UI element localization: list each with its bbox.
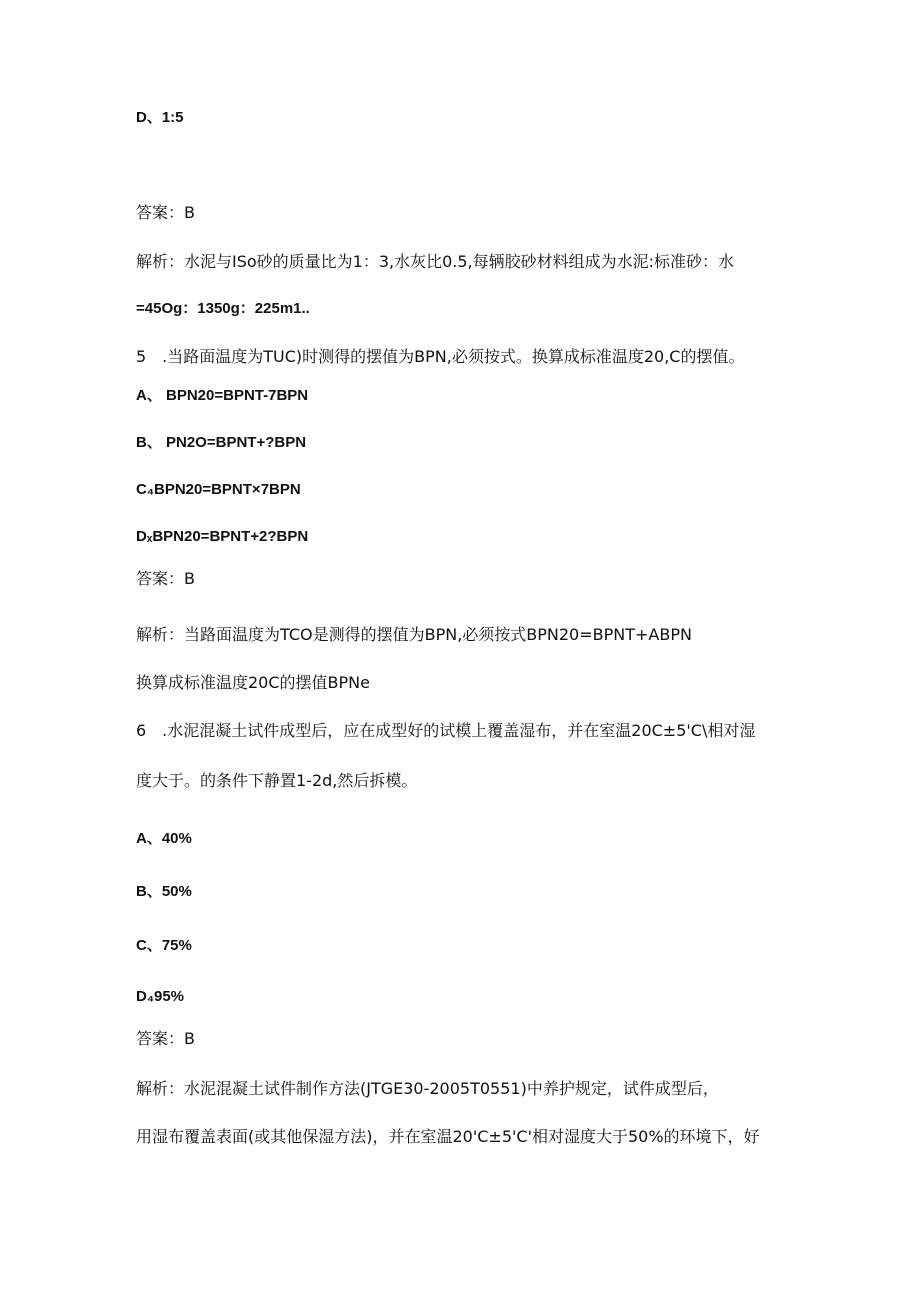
answer-line: 答案：B: [136, 569, 195, 588]
option-d-line: DₓBPN20=BPNT+2?BPN: [136, 528, 309, 545]
option-a-line: A、 BPN20=BPNT-7BPN: [136, 387, 309, 404]
question-6-continuation-line: 度大于。的条件下静置1-2d,然后拆模。: [136, 771, 418, 790]
explanation-continuation-line: =45Og：1350g：225m1..: [136, 300, 310, 317]
explanation-continuation-line: 用湿布覆盖表面(或其他保湿方法)，并在室温20'C±5'C'相对湿度大于50%的环境下，好: [136, 1127, 760, 1146]
explanation-line: 解析：水泥与ISo砂的质量比为1：3,水灰比0.5,每辆胶砂材料组成为水泥:标准砂：水: [136, 252, 735, 271]
option-c-line: C₄BPN20=BPNT×7BPN: [136, 481, 301, 498]
option-b-line: B、50%: [136, 883, 192, 900]
explanation-line: 解析：水泥混凝土试件制作方法(JTGE30-2005T0551)中养护规定，试件成型后，: [136, 1079, 719, 1098]
option-a-line: A、40%: [136, 830, 192, 847]
question-6-line: 6 .水泥混凝土试件成型后，应在成型好的试模上覆盖湿布，并在室温20C±5'C\相对湿: [136, 721, 756, 740]
answer-line: 答案：B: [136, 1029, 195, 1048]
option-d-line: D、1:5: [136, 109, 184, 126]
answer-line: 答案：B: [136, 203, 195, 222]
option-c-line: C、75%: [136, 937, 192, 954]
option-d-line: D₄95%: [136, 988, 185, 1005]
explanation-continuation-line: 换算成标准温度20C的摆值BPNe: [136, 673, 370, 692]
explanation-line: 解析：当路面温度为TCO是测得的摆值为BPN,必须按式BPN20=BPNT+ABPN: [136, 625, 692, 644]
question-5-line: 5 .当路面温度为TUC)时测得的摆值为BPN,必须按式。换算成标准温度20,C的摆值。: [136, 347, 745, 366]
option-b-line: B、 PN2O=BPNT+?BPN: [136, 434, 307, 451]
